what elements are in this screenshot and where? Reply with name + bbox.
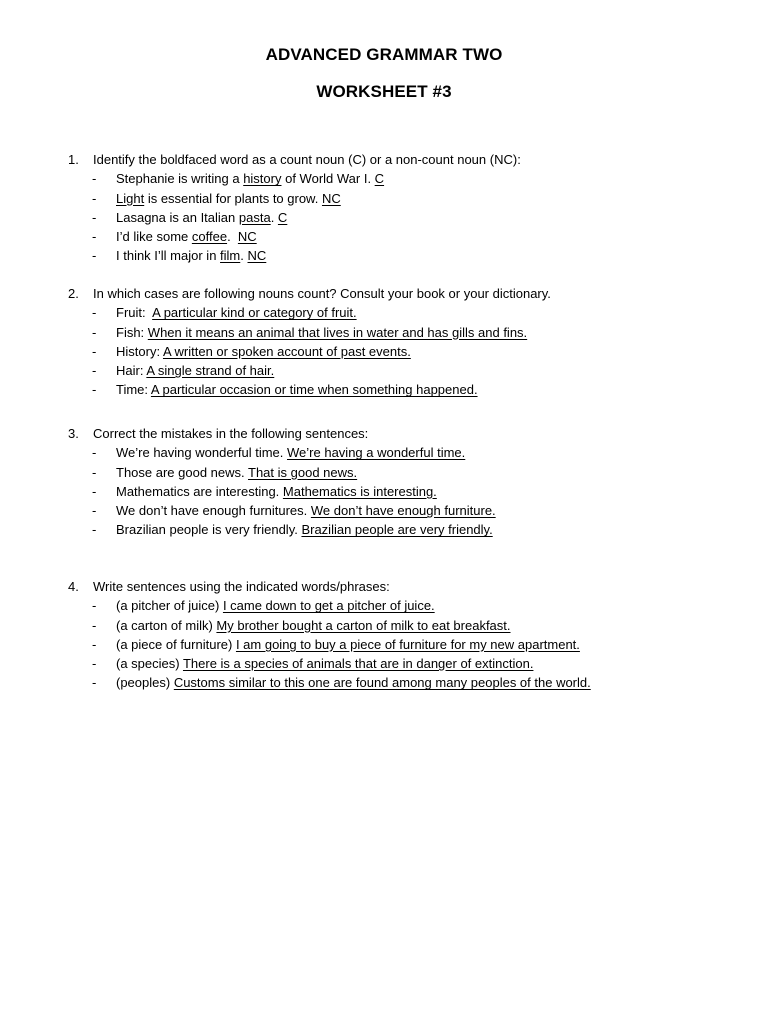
worksheet-subtitle: WORKSHEET #3 [316, 82, 452, 101]
boldfaced-word: film [220, 248, 241, 264]
answer: I came down to get a pitcher of juice. [222, 598, 435, 614]
dash-bullet: - [92, 248, 97, 264]
noun-label: Fish: [116, 324, 148, 340]
dash-bullet: - [92, 483, 97, 499]
list-item [68, 635, 728, 654]
question-text: Identify the boldfaced word as a count noun (C) or a non-count noun (NC): [93, 152, 521, 167]
boldfaced-word: Light [116, 190, 145, 206]
dash-bullet: - [92, 190, 97, 206]
dash-bullet: - [92, 324, 97, 340]
answer: A particular kind or category of fruit. [152, 305, 357, 321]
dash-bullet: - [92, 209, 97, 225]
phrase-label: (a species) [116, 656, 183, 672]
dash-bullet: - [92, 636, 97, 652]
dash-bullet: - [92, 656, 97, 672]
list-item [68, 380, 728, 399]
question-1-heading [68, 150, 728, 169]
question-2 [68, 284, 728, 400]
list-item [68, 654, 728, 673]
incorrect-sentence: We don’t have enough furnitures. [116, 503, 311, 519]
dash-bullet: - [92, 363, 97, 379]
answer: A particular occasion or time when something happened. [150, 382, 478, 398]
dash-bullet: - [92, 598, 97, 614]
list-item [68, 520, 728, 539]
question-3 [68, 424, 728, 540]
dash-bullet: - [92, 229, 97, 245]
phrase-label: (a carton of milk) [116, 617, 217, 633]
list-item [68, 501, 728, 520]
incorrect-sentence: We’re having wonderful time. [116, 445, 288, 461]
dash-bullet: - [92, 503, 97, 519]
phrase-label: (a pitcher of juice) [116, 598, 223, 614]
sentence-text: I’d like some [116, 229, 192, 245]
list-item [68, 361, 728, 380]
phrase-label: (a piece of furniture) [116, 636, 236, 652]
question-4-heading [68, 577, 728, 596]
list-item [68, 616, 728, 635]
noun-label: History: [116, 343, 163, 359]
list-item [68, 169, 728, 188]
list-item [68, 596, 728, 615]
list-item [68, 246, 728, 265]
answer: When it means an animal that lives in water and has gills and fins. [147, 324, 528, 340]
answer: We’re having a wonderful time. [287, 445, 466, 461]
question-2-heading [68, 284, 728, 303]
sentence-text: I think I’ll major in [116, 248, 221, 264]
list-item [68, 463, 728, 482]
dash-bullet: - [92, 675, 97, 691]
list-item [68, 227, 728, 246]
sentence-text: Stephanie is writing a [116, 171, 244, 187]
answer: I am going to buy a piece of furniture for my new apartment. [235, 636, 580, 652]
list-item [68, 303, 728, 322]
answer: A single strand of hair. [146, 363, 275, 379]
dash-bullet: - [92, 382, 97, 398]
dash-bullet: - [92, 617, 97, 633]
list-item [68, 323, 728, 342]
dash-bullet: - [92, 522, 97, 538]
question-4 [68, 577, 728, 693]
noun-label: Fruit: [116, 305, 153, 321]
list-item [68, 208, 728, 227]
list-item [68, 342, 728, 361]
question-text: Write sentences using the indicated words/phrases: [93, 579, 390, 594]
answer: We don’t have enough furniture. [310, 503, 496, 519]
incorrect-sentence: Mathematics are interesting. [116, 483, 283, 499]
incorrect-sentence: Those are good news. [116, 464, 249, 480]
answer: A written or spoken account of past events. [162, 343, 411, 359]
list-item [68, 673, 728, 692]
answer: Mathematics is interesting. [282, 483, 437, 499]
answer: NC [321, 190, 341, 206]
dash-bullet: - [92, 305, 97, 321]
question-number: 3. [68, 426, 79, 441]
list-item [68, 482, 728, 501]
dash-bullet: - [92, 464, 97, 480]
sentence-text: . [240, 248, 248, 264]
answer: NC [237, 229, 257, 245]
sentence-text: . [270, 209, 278, 225]
answer: There is a species of animals that are in danger of extinction. [182, 656, 534, 672]
dash-bullet: - [92, 171, 97, 187]
worksheet-title: ADVANCED GRAMMAR TWO [265, 45, 503, 64]
dash-bullet: - [92, 343, 97, 359]
question-text: Correct the mistakes in the following sentences: [93, 426, 369, 441]
incorrect-sentence: Brazilian people is very friendly. [116, 522, 302, 538]
boldfaced-word: pasta [238, 209, 271, 225]
dash-bullet: - [92, 445, 97, 461]
answer: NC [247, 248, 267, 264]
answer: My brother bought a carton of milk to eat breakfast. [216, 617, 511, 633]
question-text: In which cases are following nouns count? Consult your book or your dictionary. [93, 286, 551, 301]
answer: That is good news. [248, 464, 358, 480]
sentence-text: is essential for plants to grow. [144, 190, 322, 206]
noun-label: Time: [116, 382, 151, 398]
question-1 [68, 150, 728, 266]
answer: C [374, 171, 385, 187]
answer: C [277, 209, 288, 225]
sentence-text: of World War I. [281, 171, 375, 187]
list-item [68, 443, 728, 462]
sentence-text: Lasagna is an Italian [116, 209, 239, 225]
question-number: 4. [68, 579, 79, 594]
question-3-heading [68, 424, 728, 443]
boldfaced-word: coffee [191, 229, 228, 245]
answer: Customs similar to this one are found among many peoples of the world. [173, 675, 591, 691]
question-number: 2. [68, 286, 79, 301]
noun-label: Hair: [116, 363, 147, 379]
list-item [68, 189, 728, 208]
sentence-text: . [227, 229, 238, 245]
question-number: 1. [68, 152, 79, 167]
boldfaced-word: history [243, 171, 282, 187]
answer: Brazilian people are very friendly. [301, 522, 493, 538]
phrase-label: (peoples) [116, 675, 174, 691]
